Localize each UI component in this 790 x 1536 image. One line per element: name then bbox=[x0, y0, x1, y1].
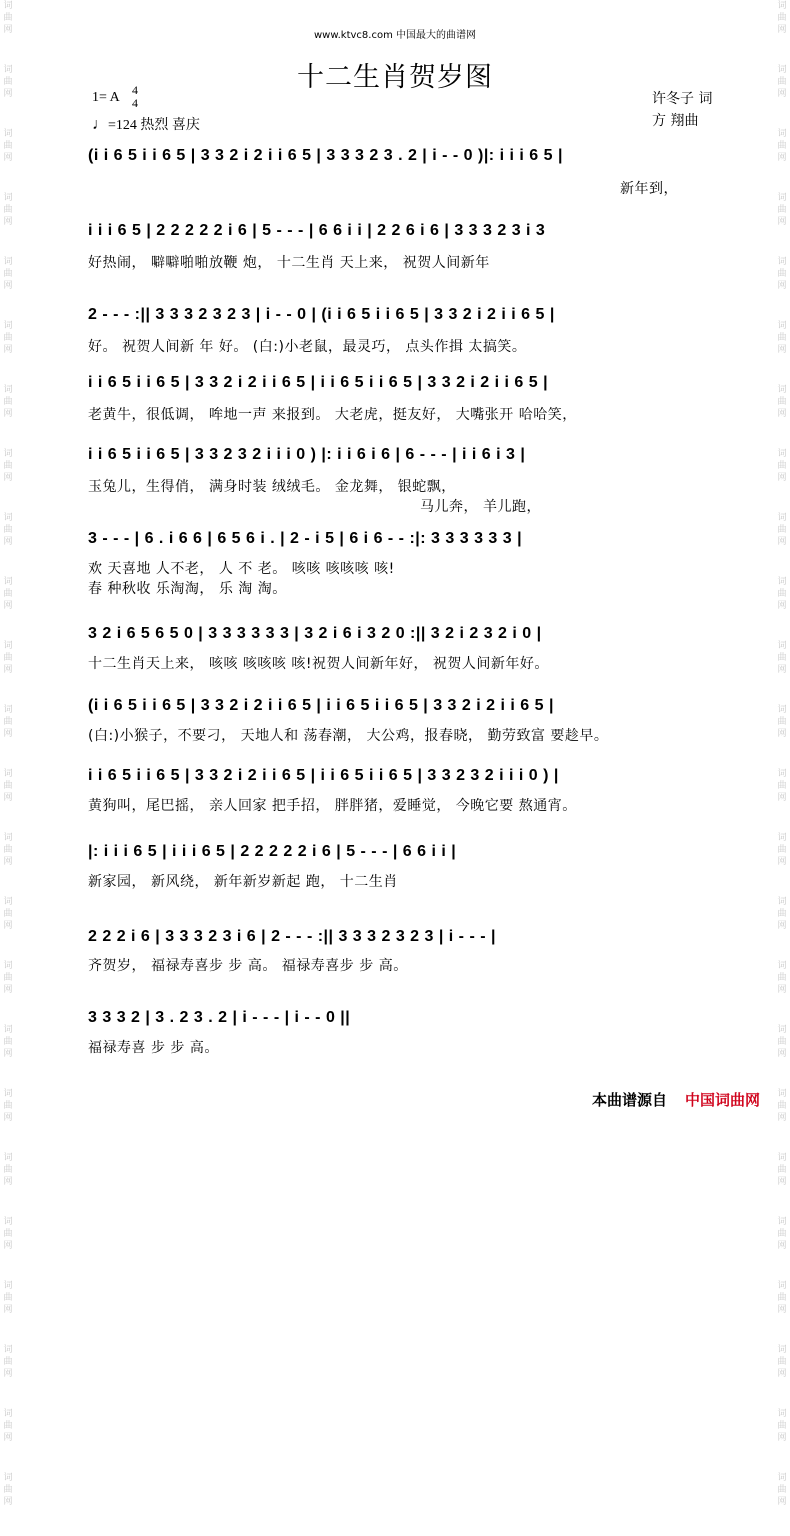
side-watermark-char: 网 bbox=[777, 985, 787, 995]
side-watermark-char: 网 bbox=[777, 1305, 787, 1315]
side-watermark-char: 词 bbox=[777, 321, 787, 331]
side-watermark-char: 网 bbox=[777, 1497, 787, 1507]
side-watermark-char: 词 bbox=[3, 193, 13, 203]
side-watermark-char: 网 bbox=[777, 1433, 787, 1443]
side-watermark-char: 网 bbox=[777, 473, 787, 483]
side-watermark-char: 曲 bbox=[3, 1037, 13, 1047]
side-watermark-char: 网 bbox=[777, 217, 787, 227]
side-watermark-char: 曲 bbox=[3, 1293, 13, 1303]
side-watermark-char: 曲 bbox=[777, 525, 787, 535]
side-watermark-char: 词 bbox=[777, 193, 787, 203]
side-watermark-char: 网 bbox=[777, 89, 787, 99]
side-watermark-char: 曲 bbox=[3, 1357, 13, 1367]
source-footer bbox=[592, 1089, 760, 1110]
side-watermark-char: 词 bbox=[777, 1345, 787, 1355]
side-watermark-char: 网 bbox=[3, 153, 13, 163]
side-watermark-char: 网 bbox=[777, 601, 787, 611]
side-watermark-char: 网 bbox=[3, 473, 13, 483]
lyric-line: 欢 天喜地 人不老， 人 不 老。 咳咳 咳咳咳 咳! bbox=[88, 561, 395, 577]
side-watermark-char: 网 bbox=[3, 1177, 13, 1187]
quarter-note-icon: ♩ bbox=[92, 116, 108, 133]
side-watermark-char: 曲 bbox=[777, 589, 787, 599]
side-watermark-char: 词 bbox=[777, 641, 787, 651]
side-watermark-char: 曲 bbox=[3, 1229, 13, 1239]
side-watermark-char: 曲 bbox=[777, 1101, 787, 1111]
side-watermark-char: 曲 bbox=[777, 205, 787, 215]
side-watermark-char: 曲 bbox=[3, 653, 13, 663]
side-watermark-char: 曲 bbox=[3, 909, 13, 919]
side-watermark-char: 词 bbox=[3, 577, 13, 587]
side-watermark-char: 曲 bbox=[3, 1485, 13, 1495]
side-watermark-char: 曲 bbox=[777, 1229, 787, 1239]
side-watermark-char: 网 bbox=[3, 1497, 13, 1507]
side-watermark-char: 曲 bbox=[777, 845, 787, 855]
side-watermark-char: 词 bbox=[777, 257, 787, 267]
side-watermark-char: 词 bbox=[777, 961, 787, 971]
side-watermark-char: 网 bbox=[777, 153, 787, 163]
lyric-line: 新家园， 新风绕， 新年新岁新起 跑， 十二生肖 bbox=[88, 874, 398, 890]
side-watermark-char: 词 bbox=[777, 1089, 787, 1099]
side-watermark-char: 词 bbox=[3, 1281, 13, 1291]
side-watermark-char: 网 bbox=[777, 25, 787, 35]
side-watermark-char: 词 bbox=[777, 577, 787, 587]
side-watermark-char: 曲 bbox=[3, 589, 13, 599]
side-watermark-char: 网 bbox=[777, 345, 787, 355]
side-watermark-char: 网 bbox=[777, 1369, 787, 1379]
side-watermark-char: 词 bbox=[3, 1153, 13, 1163]
side-watermark-char: 曲 bbox=[777, 77, 787, 87]
side-watermark-char: 词 bbox=[777, 1025, 787, 1035]
side-watermark-char: 网 bbox=[3, 1113, 13, 1123]
side-watermark-char: 曲 bbox=[777, 781, 787, 791]
music-line: i i 6 5 i i 6 5 | 3 3 2 3 2 i i i 0 ) |: i i 6 i 6 | 6 - - - | i i 6 i 3 | bbox=[88, 446, 526, 463]
side-watermark-char: 曲 bbox=[3, 525, 13, 535]
side-watermark-char: 曲 bbox=[3, 141, 13, 151]
key-signature-text: 1= A bbox=[92, 90, 120, 105]
side-watermark-char: 网 bbox=[777, 921, 787, 931]
side-watermark-char: 网 bbox=[777, 793, 787, 803]
side-watermark-char: 词 bbox=[777, 385, 787, 395]
site-header: www.ktvc8.com 中国最大的曲谱网 bbox=[313, 30, 476, 41]
side-watermark-char: 词 bbox=[3, 321, 13, 331]
side-watermark-char: 网 bbox=[3, 985, 13, 995]
side-watermark-char: 词 bbox=[3, 769, 13, 779]
side-watermark-char: 词 bbox=[777, 833, 787, 843]
side-watermark-char: 曲 bbox=[777, 269, 787, 279]
side-watermark-char: 网 bbox=[777, 281, 787, 291]
music-line: |: i i i 6 5 | i i i 6 5 | 2 2 2 2 2 i 6 | 5 - - - | 6 6 i i | bbox=[88, 843, 457, 860]
side-watermark-char: 曲 bbox=[3, 1165, 13, 1175]
side-watermark-char: 词 bbox=[3, 1, 13, 11]
side-watermark-char: 网 bbox=[777, 1049, 787, 1059]
side-watermark-char: 曲 bbox=[3, 973, 13, 983]
side-watermark-char: 网 bbox=[777, 857, 787, 867]
lyric-line: 齐贺岁， 福禄寿喜步 步 高。 福禄寿喜步 步 高。 bbox=[88, 958, 408, 974]
side-watermark-char: 词 bbox=[3, 1409, 13, 1419]
music-line: (i i 6 5 i i 6 5 | 3 3 2 i 2 i i 6 5 | 3 3 3 2 3 . 2 | i - - 0 )|: i i i 6 5 | bbox=[88, 147, 563, 164]
lyric-line: 福禄寿喜 步 步 高。 bbox=[88, 1040, 219, 1056]
side-watermark-char: 词 bbox=[777, 449, 787, 459]
lyric-line: 新年到， bbox=[620, 181, 678, 197]
side-watermark-char: 网 bbox=[777, 537, 787, 547]
side-watermark-char: 网 bbox=[3, 537, 13, 547]
music-line: 3 2 i 6 5 6 5 0 | 3 3 3 3 3 3 | 3 2 i 6 i 3 2 0 :|| 3 2 i 2 3 2 i 0 | bbox=[88, 625, 542, 642]
side-watermark-char: 词 bbox=[777, 705, 787, 715]
side-watermark-char: 曲 bbox=[3, 1421, 13, 1431]
side-watermark-char: 曲 bbox=[3, 77, 13, 87]
side-watermark-char: 词 bbox=[777, 769, 787, 779]
side-watermark-char: 词 bbox=[3, 1473, 13, 1483]
side-watermark-char: 词 bbox=[3, 1089, 13, 1099]
tempo-text: =124 热烈 喜庆 bbox=[108, 118, 200, 133]
side-watermark-char: 曲 bbox=[777, 973, 787, 983]
side-watermark-char: 曲 bbox=[777, 1485, 787, 1495]
side-watermark-char: 曲 bbox=[3, 845, 13, 855]
side-watermark-char: 网 bbox=[3, 665, 13, 675]
side-watermark-char: 曲 bbox=[777, 1421, 787, 1431]
side-watermark-char: 词 bbox=[3, 641, 13, 651]
side-watermark-char: 曲 bbox=[777, 461, 787, 471]
side-watermark-char: 曲 bbox=[777, 909, 787, 919]
lyric-line: 黄狗叫，尾巴摇， 亲人回家 把手招， 胖胖猪，爱睡觉， 今晚它要 熬通宵。 bbox=[88, 798, 577, 814]
side-watermark-char: 词 bbox=[777, 1153, 787, 1163]
side-watermark-char: 曲 bbox=[777, 13, 787, 23]
lyric-line: 老黄牛，很低调， 哞地一声 来报到。 大老虎，挺友好， 大嘴张开 哈哈笑， bbox=[88, 407, 577, 423]
side-watermark-char: 网 bbox=[3, 409, 13, 419]
music-line: 2 2 2 i 6 | 3 3 3 2 3 i 6 | 2 - - - :|| 3 3 3 2 3 2 3 | i - - - | bbox=[88, 928, 496, 945]
side-watermark-char: 网 bbox=[3, 345, 13, 355]
side-watermark-char: 词 bbox=[777, 1409, 787, 1419]
lyric-line: 十二生肖天上来， 咳咳 咳咳咳 咳!祝贺人间新年好， 祝贺人间新年好。 bbox=[88, 656, 549, 672]
source-brand-link[interactable]: 中国词曲网 bbox=[684, 1091, 760, 1109]
side-watermark-char: 曲 bbox=[3, 269, 13, 279]
side-watermark-char: 网 bbox=[3, 729, 13, 739]
side-watermark-char: 词 bbox=[777, 1281, 787, 1291]
side-watermark-char: 网 bbox=[3, 1049, 13, 1059]
side-watermark-char: 网 bbox=[3, 1433, 13, 1443]
side-watermark-char: 词 bbox=[777, 65, 787, 75]
side-watermark-char: 词 bbox=[3, 897, 13, 907]
side-watermark-char: 词 bbox=[3, 449, 13, 459]
lyric-line: 好热闹， 噼噼啪啪放鞭 炮， 十二生肖 天上来， 祝贺人间新年 bbox=[88, 255, 490, 271]
side-watermark-char: 网 bbox=[3, 601, 13, 611]
side-watermark-char: 曲 bbox=[3, 205, 13, 215]
side-watermark-char: 词 bbox=[3, 257, 13, 267]
side-watermark-char: 曲 bbox=[777, 1037, 787, 1047]
side-watermark-char: 曲 bbox=[777, 717, 787, 727]
side-watermark-char: 网 bbox=[3, 921, 13, 931]
song-title: 十二生肖贺岁图 bbox=[297, 62, 493, 93]
side-watermark-char: 词 bbox=[777, 129, 787, 139]
music-line: (i i 6 5 i i 6 5 | 3 3 2 i 2 i i 6 5 | i i 6 5 i i 6 5 | 3 3 2 i 2 i i 6 5 | bbox=[88, 697, 554, 714]
side-watermark-char: 词 bbox=[3, 129, 13, 139]
lyric-line: (白:)小猴子，不要刁， 天地人和 荡春潮， 大公鸡，报春晓， 勤劳致富 要趁早。 bbox=[88, 728, 609, 744]
side-watermark-char: 词 bbox=[3, 961, 13, 971]
side-watermark-char: 网 bbox=[3, 281, 13, 291]
time-signature-bottom: 4 bbox=[132, 96, 138, 110]
side-watermark-char: 网 bbox=[3, 793, 13, 803]
side-watermark-char: 词 bbox=[3, 385, 13, 395]
music-line: 3 3 3 2 | 3 . 2 3 . 2 | i - - - | i - - 0 || bbox=[88, 1009, 351, 1026]
composer-credit: 方 翔曲 bbox=[652, 113, 699, 129]
source-label: 本曲谱源自 bbox=[591, 1091, 667, 1109]
side-watermark-char: 曲 bbox=[777, 653, 787, 663]
side-watermark-char: 网 bbox=[777, 1241, 787, 1251]
lyric-line: 好。 祝贺人间新 年 好。 (白:)小老鼠，最灵巧， 点头作揖 太搞笑。 bbox=[88, 339, 527, 355]
side-watermark-char: 网 bbox=[3, 89, 13, 99]
side-watermark-char: 网 bbox=[3, 857, 13, 867]
side-watermark-char: 网 bbox=[3, 217, 13, 227]
side-watermark-char: 词 bbox=[777, 1, 787, 11]
side-watermark-char: 曲 bbox=[3, 717, 13, 727]
side-watermark-char: 曲 bbox=[777, 1357, 787, 1367]
side-watermark-char: 词 bbox=[3, 65, 13, 75]
side-watermark-char: 曲 bbox=[3, 461, 13, 471]
lyric-line: 春 种秋收 乐淘淘， 乐 淘 淘。 bbox=[88, 581, 287, 597]
side-watermark-char: 网 bbox=[777, 409, 787, 419]
side-watermark-char: 曲 bbox=[777, 397, 787, 407]
side-watermark-char: 词 bbox=[3, 1345, 13, 1355]
music-line: 3 - - - | 6 . i 6 6 | 6 5 6 i . | 2 - i 5 | 6 i 6 - - :|: 3 3 3 3 3 3 | bbox=[88, 530, 523, 547]
side-watermark-char: 曲 bbox=[3, 333, 13, 343]
side-watermark-char: 网 bbox=[3, 1305, 13, 1315]
lyric-line: 玉兔儿，生得俏， 满身时装 绒绒毛。 金龙舞， 银蛇飘， bbox=[88, 479, 456, 495]
lyricist-credit: 许冬子 词 bbox=[652, 91, 713, 107]
side-watermark-char: 词 bbox=[777, 1217, 787, 1227]
side-watermark-char: 词 bbox=[777, 897, 787, 907]
side-watermark-char: 词 bbox=[3, 1217, 13, 1227]
side-watermark-char: 词 bbox=[3, 513, 13, 523]
side-watermark-char: 曲 bbox=[3, 397, 13, 407]
side-watermark-char: 网 bbox=[777, 1113, 787, 1123]
side-watermark-char: 曲 bbox=[777, 333, 787, 343]
side-watermark-char: 网 bbox=[3, 1241, 13, 1251]
side-watermark-char: 网 bbox=[777, 729, 787, 739]
time-signature-top: 4 bbox=[132, 83, 138, 97]
side-watermark-char: 曲 bbox=[777, 141, 787, 151]
lyric-line: 马儿奔， 羊儿跑， bbox=[420, 499, 541, 515]
side-watermark-char: 曲 bbox=[777, 1293, 787, 1303]
music-line: i i 6 5 i i 6 5 | 3 3 2 i 2 i i 6 5 | i i 6 5 i i 6 5 | 3 3 2 i 2 i i 6 5 | bbox=[88, 374, 549, 391]
side-watermark-char: 词 bbox=[777, 513, 787, 523]
side-watermark-char: 词 bbox=[777, 1473, 787, 1483]
side-watermark-char: 网 bbox=[777, 665, 787, 675]
side-watermark-char: 曲 bbox=[3, 13, 13, 23]
side-watermark-char: 曲 bbox=[3, 1101, 13, 1111]
side-watermark-char: 词 bbox=[3, 1025, 13, 1035]
side-watermark-char: 曲 bbox=[3, 781, 13, 791]
side-watermark-char: 网 bbox=[3, 25, 13, 35]
side-watermark-char: 曲 bbox=[777, 1165, 787, 1175]
side-watermark-char: 网 bbox=[3, 1369, 13, 1379]
music-line: 2 - - - :|| 3 3 3 2 3 2 3 | i - - 0 | (i i 6 5 i i 6 5 | 3 3 2 i 2 i i 6 5 | bbox=[88, 306, 555, 323]
side-watermark-char: 网 bbox=[777, 1177, 787, 1187]
music-line: i i i 6 5 | 2 2 2 2 2 i 6 | 5 - - - | 6 6 i i | 2 2 6 i 6 | 3 3 3 2 3 i 3 bbox=[88, 222, 546, 239]
music-line: i i 6 5 i i 6 5 | 3 3 2 i 2 i i 6 5 | i i 6 5 i i 6 5 | 3 3 2 3 2 i i i 0 ) | bbox=[88, 767, 559, 784]
side-watermark-char: 词 bbox=[3, 833, 13, 843]
side-watermark-char: 词 bbox=[3, 705, 13, 715]
